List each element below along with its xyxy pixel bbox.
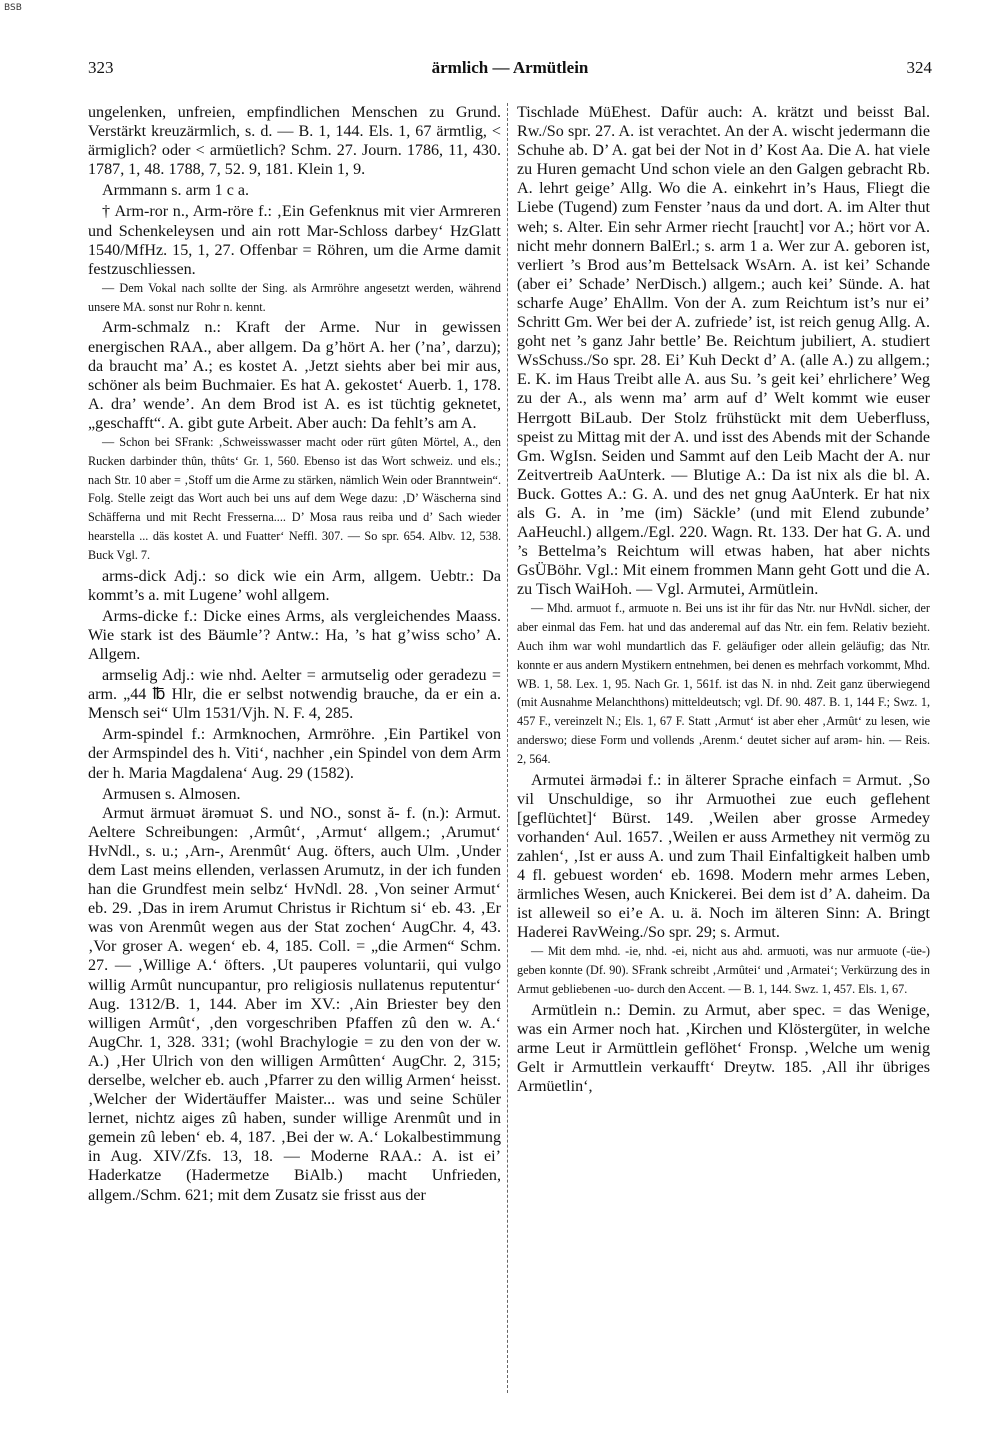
- page-number-right: 324: [906, 58, 932, 77]
- entry-paragraph: Armmann s. arm 1 c a.: [102, 182, 250, 200]
- library-stamp: BSB: [4, 3, 22, 13]
- footnote-paragraph: — Dem Vokal nach sollte der Sing. als Armröhre angesetzt werden, während unsere MA. sonst nur Rohr n. kennt.: [88, 280, 501, 314]
- entry-paragraph: arms-dick Adj.: so dick wie ein Arm, allgem. Uebtr.: Da kommt’s a. mit Lugene’ wohl allgem.: [88, 567, 501, 604]
- page-header: [88, 58, 932, 82]
- entry-paragraph: armselig Adj.: wie nhd. Aelter = armutselig oder geradezu = arm. „44 ℔ Hlr, die er selbst notwendig brauche, da er ein a. Mensch sei“ Ulm 1531/Vjh. N. F. 4, 285.: [88, 667, 501, 723]
- footnote-paragraph: — Mit dem mhd. -ie, nhd. -ei, nicht aus ahd. armuoti, was nur armuote (-üe-) geben konnte (Df. 90). SFrank schreibt ‚Armûtei‘ und ‚Armatei‘; Verkürzung des in Armut gebliebenen -uo- durch den Accent. — B. 1, 144. Swz. 1, 457. Els. 1, 67.: [517, 944, 930, 997]
- entry-paragraph: Armusen s. Almosen.: [102, 785, 241, 803]
- page-number-left: 323: [88, 58, 114, 77]
- entry-paragraph: Armutei ärmədəi f.: in älterer Sprache einfach = Armut. ‚So vil Unschuldige, so ihr Armuothei zue euch geflehent [geflüchtet]‘ Bürst. 149. ‚Weilen aber grosse Armedey vorhanden‘ Aul. 1657. ‚Weilen er auss Armethey nit vermög zu zahlen‘, ‚Ist er auss A. und zum Thail Einfaltigkeit halben umb 4 fl. gebuest worden‘ eb. 1698. Modern mehr armes Leben, ärmliches Wesen, auch Knickerei. Bei dem ist d’ A. daheim. Da ist alleweil so ei’e A. u. ä. Noch im älteren Sinn: A. Bringt Haderei RavWeing./So spr. 29; s. Armut.: [517, 771, 930, 942]
- entry-paragraph: Arm-spindel f.: Armknochen, Armröhre. ‚Ein Partikel von der Armspindel des h. Viti‘, nachher ‚ein Spindel von dem Arm der h. Maria Magdalena‘ Aug. 29 (1582).: [88, 726, 501, 782]
- entry-paragraph: Armütlein n.: Demin. zu Armut, aber spec. = das Wenige, was ein Armer noch hat. ‚Kirchen und Klöstergüter, in welche arme Leut ir Armüttlein geflöhet‘ Fronsp. ‚Welche um wenig Gelt ir Armuttlein verkaufft‘ Dreytw. 185. ‚All ihr übriges Armüetlin‘,: [517, 1001, 930, 1096]
- right-column: [517, 103, 930, 1096]
- entry-paragraph: † Arm-ror n., Arm-röre f.: ‚Ein Gefenknus mit vier Armreren und Schenkeleysen und ain rott Mar-Schloss darbey‘ HzGlatt 1540/MfHz. 15, 1, 27. Offenbar = Röhren, um die Arme damit festzuschliessen.: [88, 203, 501, 278]
- column-divider: [507, 103, 508, 1393]
- left-column: [88, 103, 501, 1205]
- entry-paragraph: ungelenken, unfreien, empfindlichen Menschen zu Grund. Verstärkt kreuzärmlich, s. d. — B. 1, 144. Els. 1, 67 ärmtlig, < ärmiglich? oder < armüetlich? Schm. 27. Journ. 1786, 11, 430. 1787, 1, 48. 1788, 7, 52. 9, 181. Klein 1, 9.: [88, 104, 501, 179]
- footnote-paragraph: — Schon bei SFrank: ‚Schweisswasser macht oder rürt gûten Mörtel, A., den Rucken darbinder thûn, thûts‘ Gr. 1, 560. Ebenso ist das Wort schweiz. und els.; nach Str. 10 aber = ‚Stoff um die Arme zu stärken, nämlich Wein oder Branntwein“. Folg. Stelle zeigt das Wort auch bei uns auf dem Wege dazu: ‚D’ Wäscherna sind Schäfferna und mit Recht Fresserna.... D’ Mosa raus reiba und d’ Sach wieder hearstella ... däs kostet A. und Fuatter‘ Neffl. 307. — So spr. 654. Albv. 12, 538. Buck Vgl. 7.: [88, 435, 501, 562]
- entry-paragraph: Armut ärmuət ärəmuət S. und NO., sonst ă- f. (n.): Armut. Aeltere Schreibungen: ‚Armût‘, ‚Armut‘ allgem.; ‚Arumut‘ HvNdl., s. u.; ‚Arn-, Arenmût‘ Aug. öfters, auch Ulm. ‚Under dem Last meins ellenden, verlassen Arumutz, in der ich funden han die Grundfest mein selbz‘ HvNdl. 28. ‚Von seiner Armut‘ eb. 29. ‚Das in irem Arumut Christus ir Richtum si‘ eb. 43. ‚Er was von Arenmût wegen aus der Stat zochen‘ AugChr. 4, 43. ‚Vor groser A. wegen‘ eb. 4, 185. Coll. = „die Armen“ Schm. 27. — ‚Willige A.‘ öfters. ‚Ut pauperes voluntarii, qui vulgo willig Armût nuncupantur, pro religiosis nullatenus reputentur‘ Aug. 1312/B. 1, 144. Aber im XV.: ‚Ain Briester bey den willigen Armût‘, ‚den vorgeschriben Pfaffen zû den w. A.‘ AugChr. 1, 328. 331; (wohl Brachylogie = zu den von der w. A.) ‚Her Ulrich von den willigen Armûtten‘ AugChr. 2, 315; derselbe, welcher eb. auch ‚Pfarrer zu den willig Armen‘ heisst. ‚Welcher der Widertäuffer Maister... was und seine Schüler lernet, nichtz aiges zû haben, sunder willige Arenmût und in gemein zû leben‘ eb. 4, 187. ‚Bei der w. A.‘ Lokalbestimmung in Aug. XIV/Zfs. 13, 18. — Moderne RAA.: A. ist ei’ Haderkatze (Hadermetze BiAlb.) macht Unfrieden, allgem./Schm. 621; mit dem Zusatz sie frisst aus der: [88, 804, 501, 1204]
- entry-paragraph: Arm-schmalz n.: Kraft der Arme. Nur in gewissen energischen RAA., aber allgem. Da g’hört A. her (’na’, darzu); da braucht ma’ A.; es kostet A. ‚Jetzt siehts aber bei mir aus, schöner als beim Buchmaier. Es hat A. gekostet‘ Auerb. 1, 178. A. dra’ wende’. An dem Brod ist A. es ist tüchtig geknetet, „geschafft“. A. gibt gute Arbeit. Aber auch: Da fehlt’s am A.: [88, 319, 501, 432]
- entry-paragraph: Tischlade MüEhest. Dafür auch: A. krätzt und beisst Bal. Rw./So spr. 27. A. ist verachtet. An der A. wischt jedermann die Schuhe ab. D’ A. gat bei der Not in d’ Kost Aa. Die A. hat viele zu Huren gemacht Und schon viele an den Galgen gebracht Rb. A. lehrt geige’ Allg. Wo die A. einkehrt in’s Haus, Fliegt die Liebe (Tugend) zum Fenster ’naus da und dort. A. im Alter thut weh; s. Alter. Ein sehr Armer riecht [raucht] vor A.; hört vor A. nicht mehr donnern BalErl.; s. arm 1 a. Wer zur A. geboren ist, verliert ’s Brod aus’m Bettelsack WsArn. A. ist kei’ Schande (aber ei’ Schade’ NerDisch.) allgem.; auch kei’ Sünde. A. hat scharfe Auge’ EhAllm. Von der A. zum Reichtum ist’s nur ei’ Schritt Gm. Wer bei der A. zufriede’ ist, ist reich genug Allg. A. goht net ’s ganz Jahr bettle’ Be. Reichtum jubiliert, A. studiert WsSchuss./So spr. 28. Ei’ Kuh Deckt d’ A. (alle A.) zu allgem.; E. K. im Haus Treibt alle A. aus Su. ’s geit kei’ ehrlichere’ Weg zu der A., als wenn ma’ arm auf d’ Welt kommt wie euser Herrgott BiLaub. Der Stolz frühstückt mit dem Ueberfluss, speist zu Mittag mit der A. und isst des Abends mit der Schande Gm. WgIsn. Seiden und Sammt auf den Leib Macht der A. nur Zeitvertreib AaUnterk. — Blutige A.: Da ist nix als die bl. A. Buck. Gottes A.: G. A. und des net gnug AaUnterk. Er hat nix als G. A. in ’me (im) Säckle’ (und mit Elend zubunde’ AaHeuchl.) allgem./Egl. 220. Wagn. Rt. 133. Der hat G. A. und ’s Bettelma’s Reichtum will etwas haben, hat aber nichts GsÜBöhr. Vgl.: Mit einem frommen Mann geht Gott und die A. zu Tisch WaiHoh. — Vgl. Armutei, Armütlein.: [517, 104, 930, 599]
- footnote-paragraph: — Mhd. armuot f., armuote n. Bei uns ist ihr für das Ntr. nur HvNdl. sicher, der aber einmal das Fem. hat und das anderemal auf das Ntr. ein fem. Relativ bezieht. Auch ihm war wohl mundartlich das F. geläufiger oder allein geläufig; das Ntr. konnte er aus andern Mystikern entnehmen, bei denen es mehrfach vorkommt, Mhd. WB. 1, 58. Lex. 1, 95. Nach Gr. 1, 561f. ist das N. in nhd. Zeit ganz überwiegend (mit Ausnahme Melanchthons) mitteldeutsch; vgl. Df. 90. 487. B. 1, 144 F.; Swz. 1, 457 F., vereinzelt N.; Els. 1, 67 F. Statt ‚Armut‘ ist aber eher ‚Armût‘ zu lesen, wie anderswo; diese Form und vollends ‚Arenm.‘ deutet sicher auf arəm- hin. — Reis. 2, 564.: [517, 601, 930, 766]
- entry-paragraph: Arms-dicke f.: Dicke eines Arms, als vergleichendes Maass. Wie stark ist des Bäumle’? Antw.: Ha, ’s hat g’wiss scho’ A. Allgem.: [88, 607, 501, 663]
- running-title: ärmlich — Armütlein: [431, 58, 589, 77]
